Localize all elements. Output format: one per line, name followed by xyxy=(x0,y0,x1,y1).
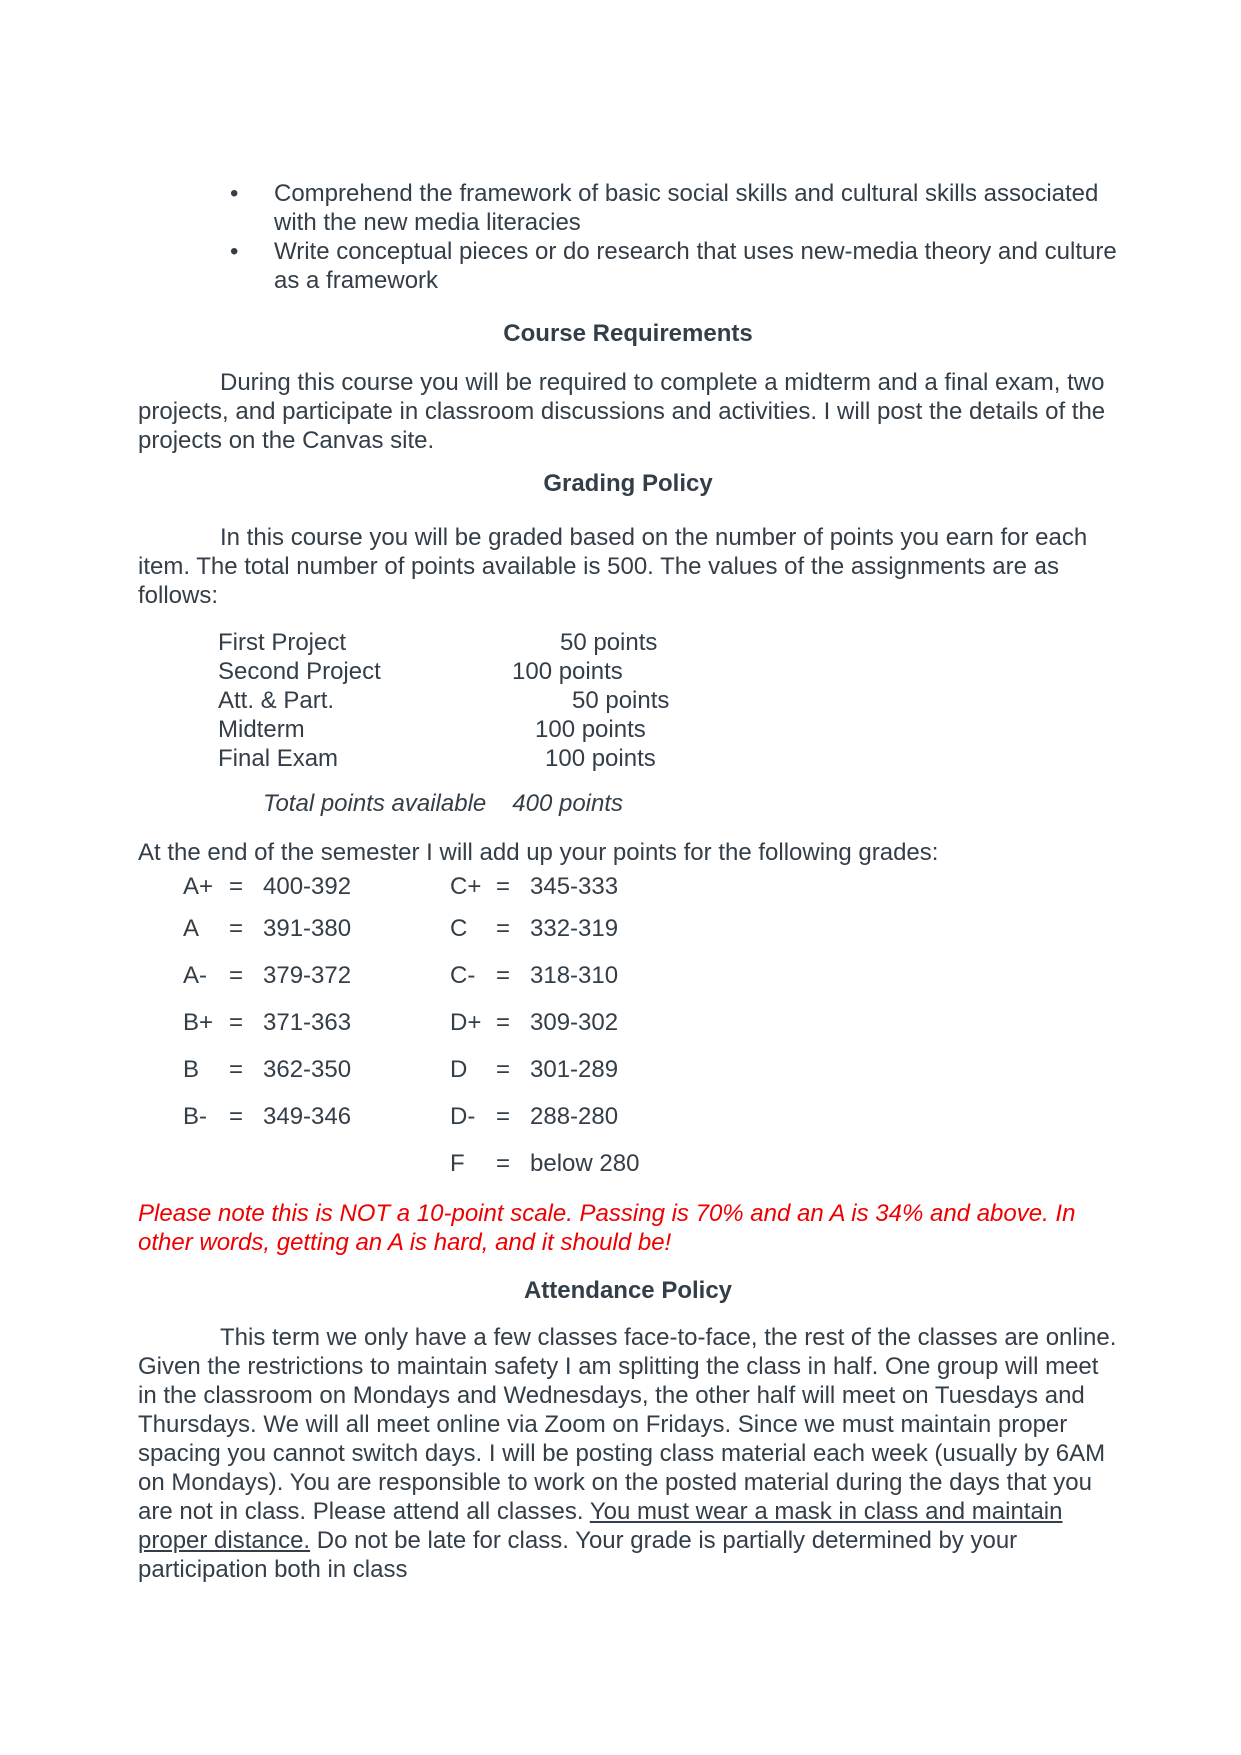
grade-range: 400-392 xyxy=(263,872,352,900)
grade-range: 349-346 xyxy=(263,1103,352,1130)
assignment-points-table xyxy=(218,628,1118,773)
grade-range: 362-350 xyxy=(263,1056,352,1083)
table-row xyxy=(138,1046,1118,1093)
assignment-points: 100 points xyxy=(545,745,656,772)
grading-policy-heading: Grading Policy xyxy=(543,470,713,497)
total-points-value: 400 points xyxy=(512,790,624,817)
equals-sign: = xyxy=(229,1009,244,1036)
grade-letter: C xyxy=(450,915,468,942)
equals-sign: = xyxy=(229,1103,244,1130)
grade-letter: A xyxy=(183,915,200,942)
grade-range: 318-310 xyxy=(530,962,619,989)
mask-requirement-underlined-text: You must wear a mask in class and maintain proper distance. xyxy=(138,1498,1063,1554)
grade-letter: D xyxy=(450,1056,468,1083)
equals-sign: = xyxy=(496,872,511,900)
grade-range: 309-302 xyxy=(530,1009,619,1036)
grade-range: 301-289 xyxy=(530,1056,619,1083)
grade-range: 379-372 xyxy=(263,962,352,989)
bullet-icon: • xyxy=(230,238,239,265)
list-item xyxy=(138,179,1118,237)
attendance-policy-heading: Attendance Policy xyxy=(523,1277,733,1304)
attendance-text-after: Do not be late for class. Your grade is partially determined by your participation both in class xyxy=(138,1527,1018,1583)
table-row xyxy=(218,657,1118,686)
assignment-points: 50 points xyxy=(572,687,670,714)
attendance-text-before: This term we only have a few classes face-to-face, the rest of the classes are online. Given the restrictions to maintain safety I am splitting the class in half. One group will meet in the classroom on Mondays and Wednesdays, the other half will meet on Tuesdays and Thursdays. We will all meet online via Zoom on Fridays. Since we must maintain proper spacing you cannot switch days. I will be posting class material each week (usually by 6AM on Mondays). You are responsible to work on the posted material during the days that you are not in class. Please attend all classes. xyxy=(138,1324,1117,1525)
assignment-name: Att. & Part. xyxy=(218,687,335,714)
table-row xyxy=(138,905,1118,952)
grading-policy-paragraph: In this course you will be graded based on the number of points you earn for each item. The total number of points available is 500. The values of the assignments are as follows: xyxy=(138,524,1088,609)
equals-sign: = xyxy=(229,962,244,989)
assignment-points: 100 points xyxy=(535,716,646,743)
grade-letter: F xyxy=(450,1150,465,1177)
grading-scale-warning-note: Please note this is NOT a 10-point scale. Passing is 70% and an A is 34% and above. In other words, getting an A is hard, and it should be! xyxy=(138,1200,1076,1256)
course-requirements-paragraph: During this course you will be required to complete a midterm and a final exam, two projects, and participate in classroom discussions and activities. I will post the details of the projects on the Canvas site. xyxy=(138,369,1106,454)
equals-sign: = xyxy=(496,915,511,942)
table-row xyxy=(138,1093,1118,1140)
grade-range: 371-363 xyxy=(263,1009,352,1036)
grade-letter: D- xyxy=(450,1103,476,1130)
assignment-name: First Project xyxy=(218,629,347,656)
grade-scale-intro: At the end of the semester I will add up your points for the following grades: xyxy=(138,839,939,866)
bullet-icon: • xyxy=(230,180,239,207)
assignment-name: Final Exam xyxy=(218,745,339,772)
grade-range: 391-380 xyxy=(263,915,352,942)
equals-sign: = xyxy=(229,915,244,942)
grade-range: 332-319 xyxy=(530,915,619,942)
grade-range: 288-280 xyxy=(530,1103,619,1130)
assignment-name: Second Project xyxy=(218,658,381,685)
equals-sign: = xyxy=(229,872,244,900)
equals-sign: = xyxy=(496,1056,511,1083)
grade-letter: C+ xyxy=(450,872,482,900)
course-objectives-list xyxy=(138,179,1118,295)
grade-letter: D+ xyxy=(450,1009,482,1036)
assignment-name: Midterm xyxy=(218,716,305,743)
grade-letter: C- xyxy=(450,962,476,989)
equals-sign: = xyxy=(496,1150,511,1177)
table-row xyxy=(218,715,1118,744)
table-row xyxy=(218,628,1118,657)
objective-text: Write conceptual pieces or do research that uses new-media theory and culture as a framework xyxy=(274,238,1117,294)
total-points-label: Total points available xyxy=(263,790,487,817)
table-row xyxy=(138,1140,1118,1187)
table-row xyxy=(138,999,1118,1046)
assignment-points: 50 points xyxy=(560,629,658,656)
grade-letter: B- xyxy=(183,1103,207,1130)
grade-range: 345-333 xyxy=(530,872,619,900)
grade-letter: A- xyxy=(183,962,207,989)
equals-sign: = xyxy=(496,1103,511,1130)
equals-sign: = xyxy=(496,962,511,989)
list-item xyxy=(138,237,1118,295)
grade-scale-table xyxy=(138,867,1118,1187)
course-requirements-heading: Course Requirements xyxy=(503,320,753,347)
equals-sign: = xyxy=(496,1009,511,1036)
table-row xyxy=(218,686,1118,715)
table-row xyxy=(138,952,1118,999)
grade-letter: A+ xyxy=(183,872,214,900)
table-row xyxy=(138,867,1118,905)
attendance-policy-paragraph xyxy=(138,1323,1118,1584)
grade-letter: B xyxy=(183,1056,200,1083)
assignment-points: 100 points xyxy=(512,658,623,685)
grade-range: below 280 xyxy=(530,1150,640,1177)
objective-text: Comprehend the framework of basic social skills and cultural skills associated with the new media literacies xyxy=(274,180,1099,236)
grade-letter: B+ xyxy=(183,1009,214,1036)
table-row xyxy=(218,744,1118,773)
total-points-line xyxy=(263,789,1118,818)
equals-sign: = xyxy=(229,1056,244,1083)
